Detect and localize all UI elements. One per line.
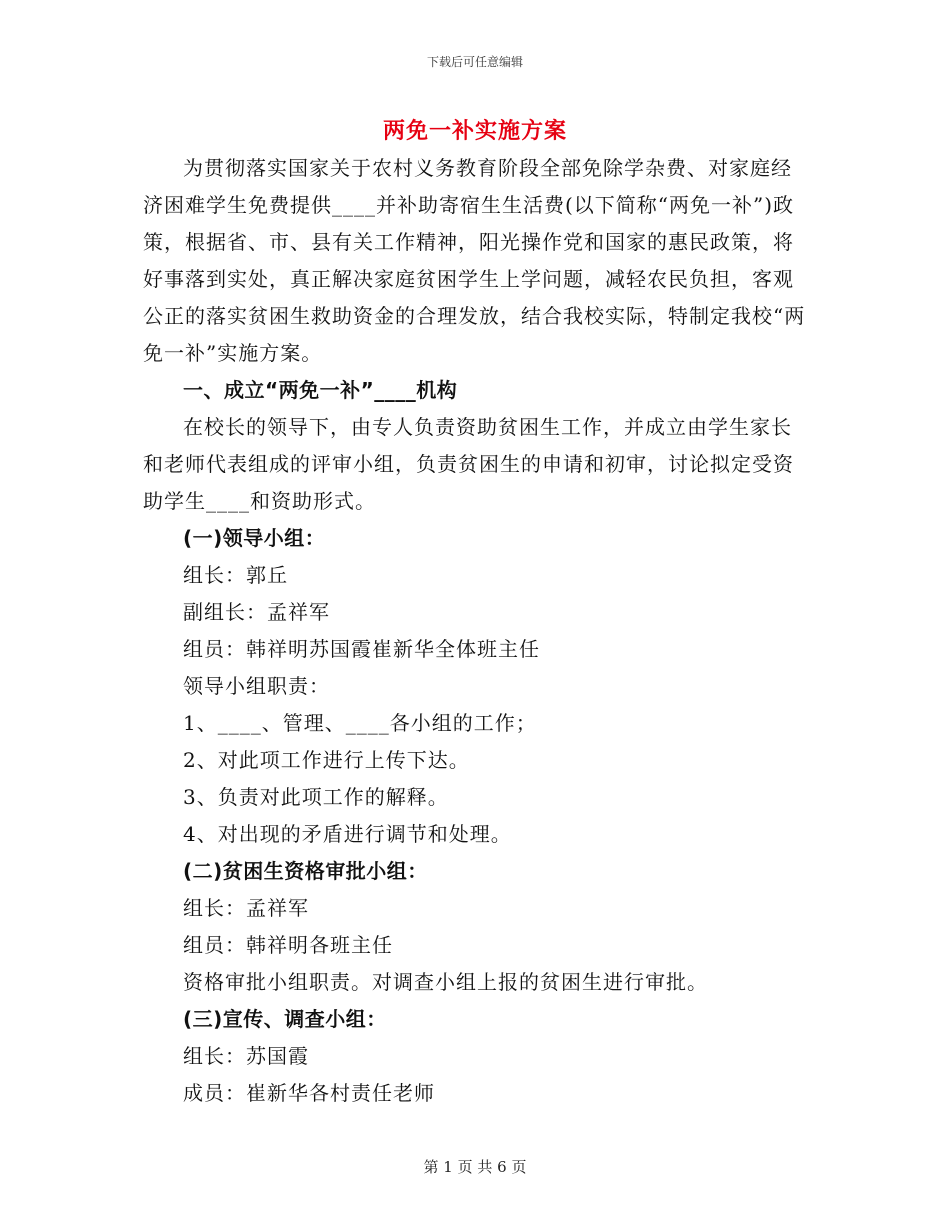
header-note: 下载后可任意编辑 <box>426 55 523 69</box>
group1-leader: 组长：郭丘 <box>183 563 288 587</box>
group2-leader: 组长：孟祥军 <box>183 896 309 920</box>
group3-members: 成员：崔新华各村责任老师 <box>183 1081 435 1105</box>
group1-duty-item: 4、对出现的矛盾进行调节和处理。 <box>183 822 512 846</box>
group2-members: 组员：韩祥明各班主任 <box>183 933 393 957</box>
group1-members: 组员：韩祥明苏国霞崔新华全体班主任 <box>183 637 540 661</box>
section1-heading: 一、成立“两免一补”____机构 <box>183 378 458 402</box>
group2-heading: (二)贫困生资格审批小组： <box>183 859 428 883</box>
group3-leader: 组长：苏国霞 <box>183 1044 309 1068</box>
document-body <box>143 150 808 1112</box>
group1-duty-item: 3、负责对此项工作的解释。 <box>183 785 449 809</box>
group1-duty-item: 1、____、管理、____各小组的工作； <box>183 711 537 735</box>
group1-heading: (一)领导小组： <box>183 526 326 550</box>
section1-paragraph: 在校长的领导下，由专人负责资助贫困生工作，并成立由学生家长和老师代表组成的评审小组，负责贫困生的申请和初审，讨论拟定受资助学生____和资助形式。 <box>143 415 794 513</box>
group1-duties-label: 领导小组职责： <box>183 674 330 698</box>
group3-heading: (三)宣传、调查小组： <box>183 1007 387 1031</box>
group2-duties: 资格审批小组职责。对调查小组上报的贫困生进行审批。 <box>183 970 708 994</box>
document-title: 两免一补实施方案 <box>382 118 567 144</box>
group1-duty-item: 2、对此项工作进行上传下达。 <box>183 748 470 772</box>
page-footer: 第 1 页 共 6 页 <box>423 1158 527 1176</box>
intro-paragraph: 为贯彻落实国家关于农村义务教育阶段全部免除学杂费、对家庭经济困难学生免费提供____并补助寄宿生生活费(以下简称“两免一补”)政策，根据省、市、县有关工作精神，阳光操作党和国家的惠民政策，将好事落到实处，真正解决家庭贫困学生上学问题，减轻农民负担，客观公正的落实贫困生救助资金的合理发放，结合我校实际，特制定我校“两免一补”实施方案。 <box>143 156 806 365</box>
group1-deputy: 副组长：孟祥军 <box>183 600 330 624</box>
